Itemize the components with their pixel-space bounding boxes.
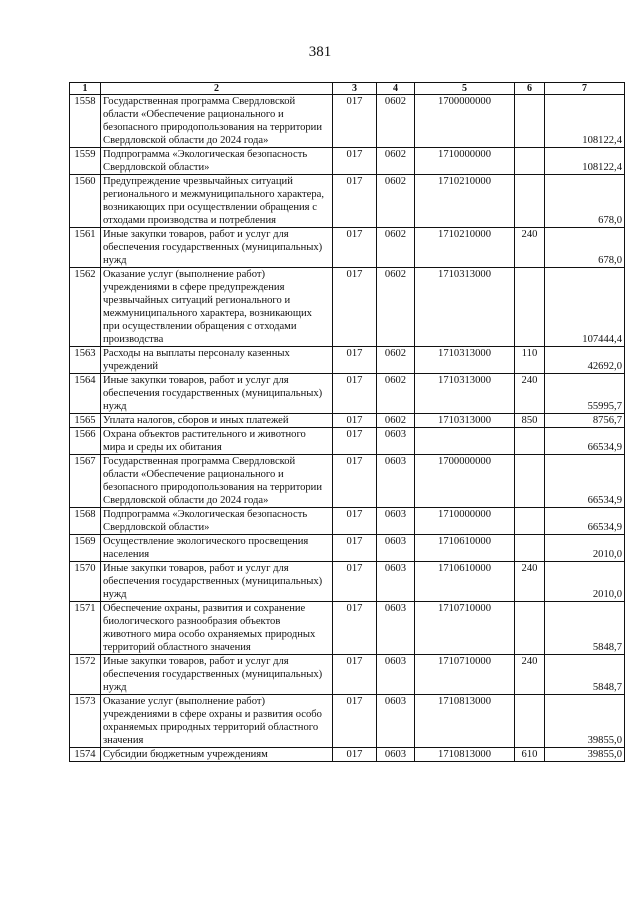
table-row xyxy=(70,535,625,562)
ministry-code-cell: 017 xyxy=(333,508,377,535)
section-code-cell: 0602 xyxy=(377,414,415,428)
target-article-cell: 1710710000 xyxy=(415,602,515,655)
table-row xyxy=(70,228,625,268)
table-row xyxy=(70,148,625,175)
column-header: 3 xyxy=(333,83,377,95)
row-number-cell: 1570 xyxy=(70,562,101,602)
row-number-cell: 1561 xyxy=(70,228,101,268)
ministry-code-cell: 017 xyxy=(333,228,377,268)
table-row xyxy=(70,347,625,374)
ministry-code-cell: 017 xyxy=(333,148,377,175)
table-row xyxy=(70,428,625,455)
row-number-cell: 1569 xyxy=(70,535,101,562)
ministry-code-cell: 017 xyxy=(333,602,377,655)
row-number-cell: 1558 xyxy=(70,95,101,148)
amount-cell: 66534,9 xyxy=(545,455,625,508)
row-name-cell: Иные закупки товаров, работ и услуг для обеспечения государственных (муниципальных) нужд xyxy=(101,562,333,602)
section-code-cell: 0603 xyxy=(377,602,415,655)
expense-type-cell: 850 xyxy=(515,414,545,428)
section-code-cell: 0603 xyxy=(377,428,415,455)
amount-cell: 39855,0 xyxy=(545,748,625,762)
section-code-cell: 0603 xyxy=(377,535,415,562)
table-row xyxy=(70,374,625,414)
row-number-cell: 1573 xyxy=(70,695,101,748)
amount-cell: 66534,9 xyxy=(545,428,625,455)
table-row xyxy=(70,562,625,602)
row-number-cell: 1564 xyxy=(70,374,101,414)
row-number-cell: 1563 xyxy=(70,347,101,374)
target-article-cell: 1710610000 xyxy=(415,562,515,602)
amount-cell: 5848,7 xyxy=(545,602,625,655)
row-name-cell: Уплата налогов, сборов и иных платежей xyxy=(101,414,333,428)
column-header: 1 xyxy=(70,83,101,95)
section-code-cell: 0603 xyxy=(377,508,415,535)
row-name-cell: Охрана объектов растительного и животного мира и среды их обитания xyxy=(101,428,333,455)
section-code-cell: 0602 xyxy=(377,347,415,374)
row-number-cell: 1574 xyxy=(70,748,101,762)
row-number-cell: 1562 xyxy=(70,268,101,347)
expense-type-cell xyxy=(515,148,545,175)
table-row xyxy=(70,414,625,428)
row-number-cell: 1565 xyxy=(70,414,101,428)
section-code-cell: 0603 xyxy=(377,748,415,762)
table-row xyxy=(70,695,625,748)
amount-cell: 2010,0 xyxy=(545,535,625,562)
section-code-cell: 0602 xyxy=(377,268,415,347)
target-article-cell: 1710000000 xyxy=(415,508,515,535)
expense-type-cell xyxy=(515,535,545,562)
target-article-cell: 1710813000 xyxy=(415,748,515,762)
target-article-cell: 1710313000 xyxy=(415,347,515,374)
column-header: 5 xyxy=(415,83,515,95)
target-article-cell: 1710313000 xyxy=(415,414,515,428)
target-article-cell: 1710813000 xyxy=(415,695,515,748)
amount-cell: 2010,0 xyxy=(545,562,625,602)
target-article-cell: 1710313000 xyxy=(415,374,515,414)
expense-type-cell: 110 xyxy=(515,347,545,374)
ministry-code-cell: 017 xyxy=(333,695,377,748)
table-row xyxy=(70,268,625,347)
ministry-code-cell: 017 xyxy=(333,175,377,228)
amount-cell: 39855,0 xyxy=(545,695,625,748)
row-name-cell: Иные закупки товаров, работ и услуг для обеспечения государственных (муниципальных) нужд xyxy=(101,228,333,268)
amount-cell: 108122,4 xyxy=(545,148,625,175)
expense-type-cell xyxy=(515,508,545,535)
amount-cell: 678,0 xyxy=(545,228,625,268)
target-article-cell: 1700000000 xyxy=(415,455,515,508)
budget-table xyxy=(69,82,625,762)
expense-type-cell xyxy=(515,95,545,148)
expense-type-cell: 240 xyxy=(515,374,545,414)
row-name-cell: Субсидии бюджетным учреждениям xyxy=(101,748,333,762)
row-name-cell: Оказание услуг (выполнение работ) учреждениями в сфере предупреждения чрезвычайных ситуаций регионального и межмуниципального характера, возникающих при осуществлении обращения с отходами производства xyxy=(101,268,333,347)
row-number-cell: 1572 xyxy=(70,655,101,695)
table-row xyxy=(70,655,625,695)
row-name-cell: Государственная программа Свердловской области «Обеспечение рационального и безопасного природопользования на территории Свердловской области до 2024 года» xyxy=(101,95,333,148)
ministry-code-cell: 017 xyxy=(333,455,377,508)
column-header: 4 xyxy=(377,83,415,95)
row-name-cell: Иные закупки товаров, работ и услуг для обеспечения государственных (муниципальных) нужд xyxy=(101,374,333,414)
row-name-cell: Предупреждение чрезвычайных ситуаций регионального и межмуниципального характера, возникающих при осуществлении обращения с отходами производства и потребления xyxy=(101,175,333,228)
ministry-code-cell: 017 xyxy=(333,562,377,602)
expense-type-cell: 240 xyxy=(515,562,545,602)
amount-cell: 678,0 xyxy=(545,175,625,228)
ministry-code-cell: 017 xyxy=(333,347,377,374)
section-code-cell: 0603 xyxy=(377,695,415,748)
amount-cell: 5848,7 xyxy=(545,655,625,695)
target-article-cell: 1700000000 xyxy=(415,95,515,148)
amount-cell: 8756,7 xyxy=(545,414,625,428)
table-row xyxy=(70,602,625,655)
target-article-cell: 1710313000 xyxy=(415,268,515,347)
expense-type-cell xyxy=(515,602,545,655)
section-code-cell: 0602 xyxy=(377,148,415,175)
amount-cell: 42692,0 xyxy=(545,347,625,374)
row-number-cell: 1559 xyxy=(70,148,101,175)
table-row xyxy=(70,95,625,148)
row-name-cell: Расходы на выплаты персоналу казенных учреждений xyxy=(101,347,333,374)
ministry-code-cell: 017 xyxy=(333,374,377,414)
ministry-code-cell: 017 xyxy=(333,428,377,455)
ministry-code-cell: 017 xyxy=(333,535,377,562)
table-body xyxy=(70,95,625,762)
amount-cell: 108122,4 xyxy=(545,95,625,148)
target-article-cell: 1710710000 xyxy=(415,655,515,695)
expense-type-cell xyxy=(515,695,545,748)
table-row xyxy=(70,748,625,762)
section-code-cell: 0602 xyxy=(377,228,415,268)
column-header: 2 xyxy=(101,83,333,95)
row-number-cell: 1571 xyxy=(70,602,101,655)
expense-type-cell xyxy=(515,268,545,347)
row-number-cell: 1568 xyxy=(70,508,101,535)
row-number-cell: 1567 xyxy=(70,455,101,508)
ministry-code-cell: 017 xyxy=(333,748,377,762)
row-name-cell: Осуществление экологического просвещения населения xyxy=(101,535,333,562)
ministry-code-cell: 017 xyxy=(333,95,377,148)
ministry-code-cell: 017 xyxy=(333,414,377,428)
amount-cell: 107444,4 xyxy=(545,268,625,347)
row-name-cell: Иные закупки товаров, работ и услуг для обеспечения государственных (муниципальных) нужд xyxy=(101,655,333,695)
amount-cell: 55995,7 xyxy=(545,374,625,414)
row-name-cell: Оказание услуг (выполнение работ) учреждениями в сфере охраны и развития особо охраняемых природных территорий областного значения xyxy=(101,695,333,748)
expense-type-cell xyxy=(515,428,545,455)
amount-cell: 66534,9 xyxy=(545,508,625,535)
section-code-cell: 0602 xyxy=(377,175,415,228)
expense-type-cell xyxy=(515,455,545,508)
row-name-cell: Подпрограмма «Экологическая безопасность Свердловской области» xyxy=(101,508,333,535)
expense-type-cell: 240 xyxy=(515,655,545,695)
table-row xyxy=(70,175,625,228)
target-article-cell: 1710210000 xyxy=(415,228,515,268)
column-header: 6 xyxy=(515,83,545,95)
target-article-cell xyxy=(415,428,515,455)
target-article-cell: 1710000000 xyxy=(415,148,515,175)
ministry-code-cell: 017 xyxy=(333,655,377,695)
section-code-cell: 0603 xyxy=(377,655,415,695)
target-article-cell: 1710610000 xyxy=(415,535,515,562)
row-number-cell: 1560 xyxy=(70,175,101,228)
ministry-code-cell: 017 xyxy=(333,268,377,347)
section-code-cell: 0602 xyxy=(377,95,415,148)
target-article-cell: 1710210000 xyxy=(415,175,515,228)
table-row xyxy=(70,508,625,535)
row-name-cell: Подпрограмма «Экологическая безопасность Свердловской области» xyxy=(101,148,333,175)
row-name-cell: Обеспечение охраны, развития и сохранение биологического разнообразия объектов животного мира особо охраняемых природных территорий областного значения xyxy=(101,602,333,655)
page-number: 381 xyxy=(308,44,332,60)
expense-type-cell xyxy=(515,175,545,228)
table-header-row xyxy=(70,83,625,95)
table-row xyxy=(70,455,625,508)
section-code-cell: 0603 xyxy=(377,562,415,602)
expense-type-cell: 240 xyxy=(515,228,545,268)
section-code-cell: 0603 xyxy=(377,455,415,508)
section-code-cell: 0602 xyxy=(377,374,415,414)
row-number-cell: 1566 xyxy=(70,428,101,455)
column-header: 7 xyxy=(545,83,625,95)
row-name-cell: Государственная программа Свердловской области «Обеспечение рационального и безопасного природопользования на территории Свердловской области до 2024 года» xyxy=(101,455,333,508)
expense-type-cell: 610 xyxy=(515,748,545,762)
